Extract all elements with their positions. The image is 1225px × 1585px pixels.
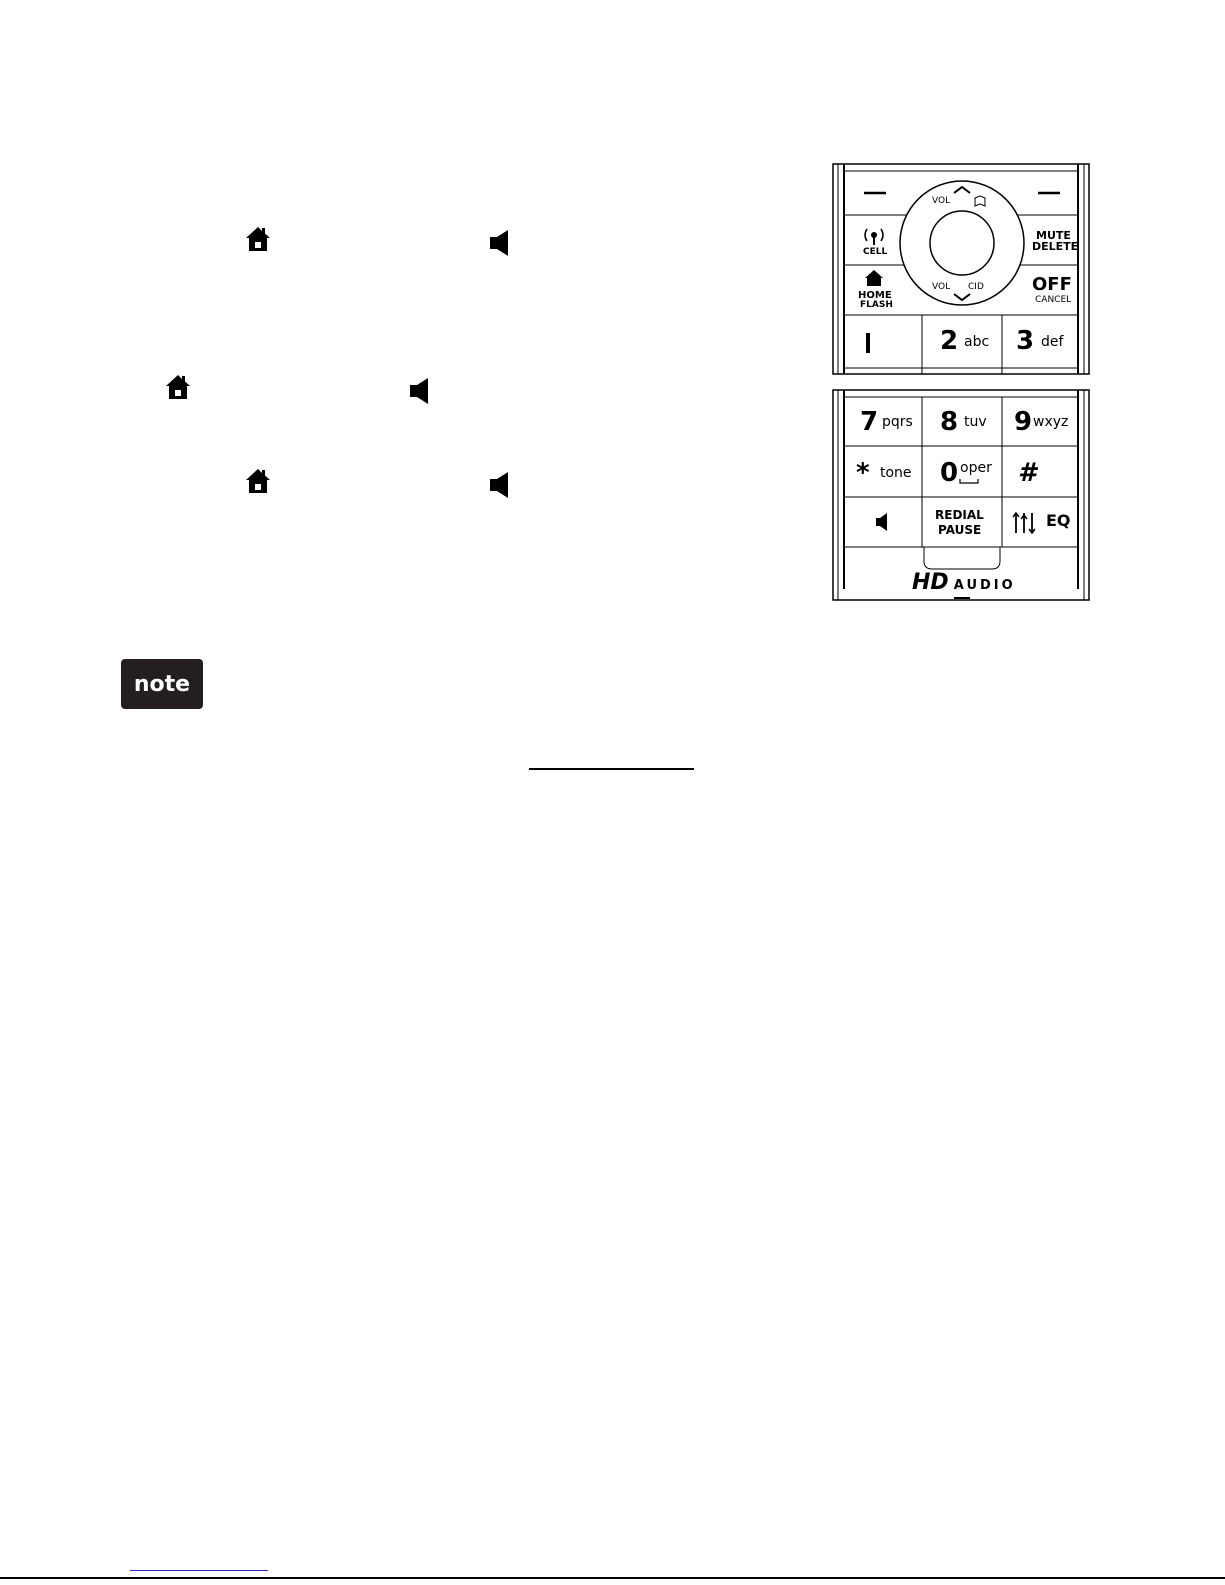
- key-7-letters: pqrs: [882, 414, 913, 430]
- key-star-digit[interactable]: *: [856, 458, 870, 488]
- cid-label[interactable]: CID: [968, 282, 984, 292]
- key-8-digit[interactable]: 8: [940, 407, 959, 437]
- key-7-digit[interactable]: 7: [860, 407, 879, 437]
- home-icon: [165, 373, 191, 401]
- home-icon: [245, 225, 271, 253]
- cancel-label: CANCEL: [1035, 295, 1072, 305]
- key-0-letters: oper: [960, 460, 992, 476]
- key-0-digit[interactable]: 0: [940, 458, 959, 488]
- pause-label: PAUSE: [938, 523, 982, 537]
- speaker-icon: [488, 228, 512, 258]
- home-icon: [245, 467, 271, 495]
- key-3-digit[interactable]: 3: [1016, 326, 1035, 356]
- mute-button[interactable]: MUTE: [1036, 229, 1071, 242]
- eq-button[interactable]: EQ: [1046, 511, 1071, 530]
- delete-label: DELETE: [1032, 240, 1079, 253]
- key-pound-digit[interactable]: #: [1018, 458, 1037, 488]
- home-button[interactable]: HOME: [858, 290, 892, 301]
- cell-button[interactable]: CELL: [863, 247, 888, 257]
- key-2-digit[interactable]: 2: [940, 326, 959, 356]
- speaker-icon: [488, 470, 512, 500]
- note-badge: note: [121, 659, 203, 709]
- key-star-letters: tone: [880, 465, 912, 481]
- vol-down-label[interactable]: VOL: [932, 282, 951, 292]
- off-button[interactable]: OFF: [1032, 274, 1072, 295]
- key-2-letters: abc: [964, 334, 990, 350]
- footer-rule: [0, 1577, 1225, 1579]
- flash-label: FLASH: [860, 300, 893, 310]
- footer-link-underline: [130, 1570, 268, 1571]
- key-8-letters: tuv: [964, 414, 987, 430]
- hd-logo-text: HD: [912, 570, 949, 595]
- divider-line: [529, 768, 694, 770]
- redial-button[interactable]: REDIAL: [935, 508, 984, 522]
- key-9-digit[interactable]: 9: [1014, 407, 1033, 437]
- hd-audio-logo: [912, 570, 1016, 595]
- key-3-letters: def: [1041, 334, 1064, 350]
- vol-up-label[interactable]: VOL: [932, 196, 951, 206]
- speaker-icon: [408, 376, 432, 406]
- key-9-letters: wxyz: [1033, 414, 1069, 430]
- audio-logo-text: AUDIO: [953, 578, 1016, 593]
